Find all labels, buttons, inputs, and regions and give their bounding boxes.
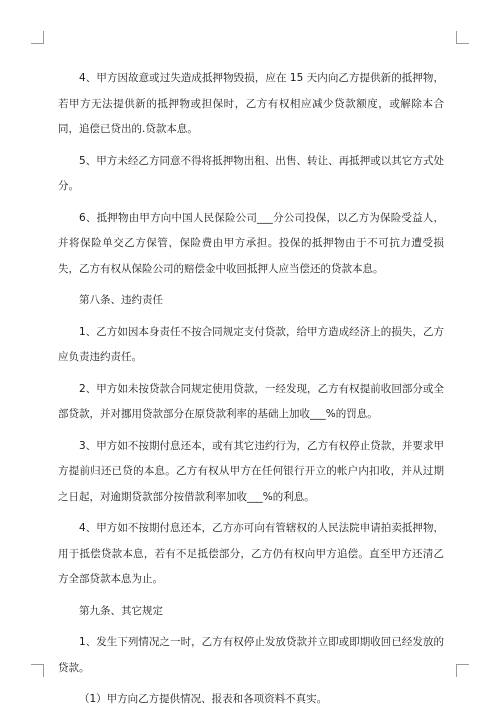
article-8-clause-2: 2、甲方如未按贷款合同规定使用贷款，一经发现，乙方有权提前收回部分或全部贷款，并对挪用贷款部分在原贷款利率的基础上加收___%的罚息。	[58, 382, 444, 420]
article-8-clause-3: 3、甲方如不按期付息还本，或有其它违约行为，乙方有权停止贷款，并要求甲方提前归还已贷的本息。乙方有权从甲方在任何银行开立的帐户内扣收，并从过期之日起，对逾期贷款部分按借款利率加收___%的利息。	[58, 439, 444, 503]
article-8-clause-1: 1、乙方如因本身责任不按合同规定支付贷款，给甲方造成经济上的损失，乙方应负责违约责任。	[58, 325, 444, 363]
crop-mark-top-right	[456, 31, 469, 44]
section-heading-article-8: 第八条、违约责任	[79, 294, 163, 306]
crop-mark-bottom-left	[31, 664, 44, 677]
clause-4-collateral-damage: 4、甲方因故意或过失造成抵押物毁损，应在 15 天内向乙方提供新的抵押物，若甲方无法提供新的抵押物或担保时，乙方有权相应减少贷款额度，或解除本合同，追偿已贷出的.贷款本息。	[58, 72, 444, 135]
document-body	[58, 66, 444, 713]
article-8-clause-4: 4、甲方如不按期付息还本，乙方亦可向有管辖权的人民法院申请拍卖抵押物，用于抵偿贷款本息，若有不足抵偿部分，乙方仍有权向甲方追偿。直至甲方还清乙方全部贷款本息为止。	[58, 522, 444, 585]
crop-mark-bottom-right	[456, 664, 469, 677]
article-9-clause-1: 1、发生下列情况之一时，乙方有权停止发放贷款并立即或即期收回已经发放的贷款。	[58, 636, 444, 674]
article-9-item-1: （1）甲方向乙方提供情况、报表和各项资料不真实。	[79, 693, 328, 705]
crop-mark-top-left	[31, 31, 44, 44]
clause-6-insurance: 6、抵押物由甲方向中国人民保险公司___分公司投保，以乙方为保险受益人，并将保险单交乙方保管，保险费由甲方承担。投保的抵押物由于不可抗力遭受损失，乙方有权从保险公司的赔偿金中收回抵押人应当偿还的贷款本息。	[58, 211, 444, 275]
clause-5-no-disposal: 5、甲方未经乙方同意不得将抵押物出租、出售、转让、再抵押或以其它方式处分。	[58, 154, 444, 192]
section-heading-article-9: 第九条、其它规定	[79, 604, 163, 617]
